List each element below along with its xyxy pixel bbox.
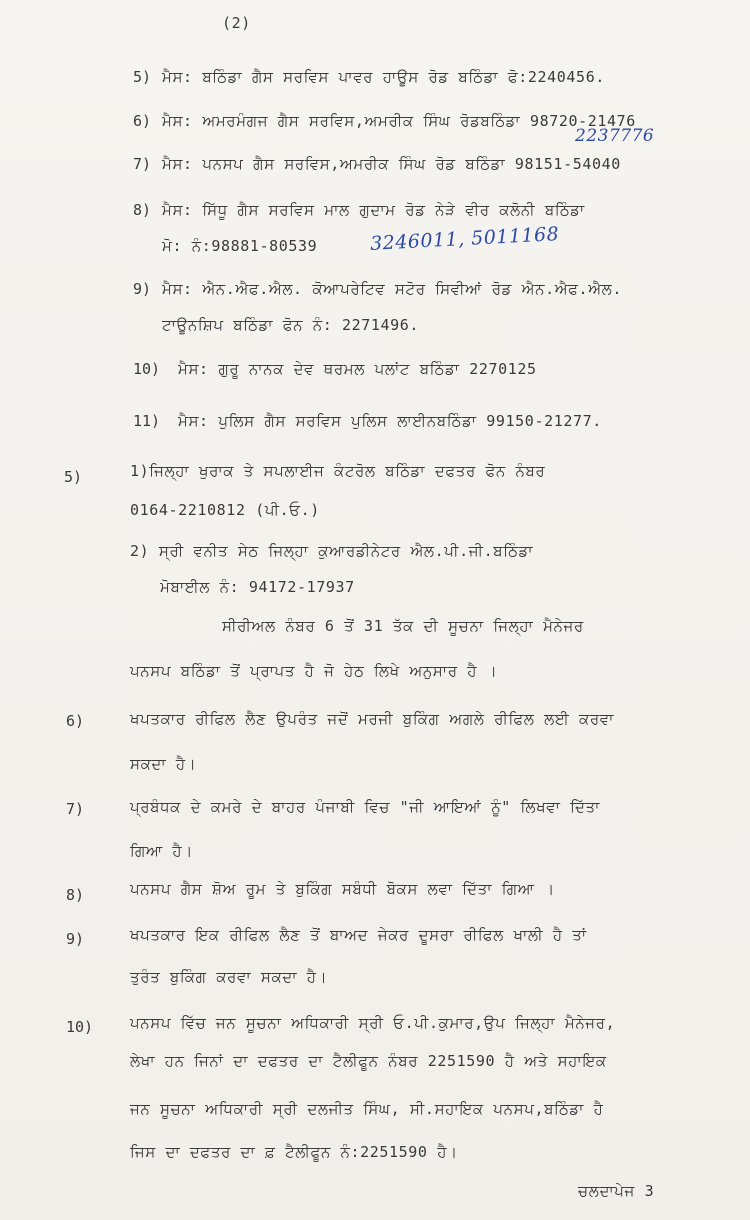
point-number: 10) [66, 1018, 94, 1036]
list-number: 8) [133, 201, 152, 219]
intro-line: ਪਨਸਪ ਬਠਿੰਡਾ ਤੋਂ ਪ੍ਰਾਪਤ ਹੈ ਜੋ ਹੇਠ ਲਿਖੇ ਅਨੁਸਾਰ ਹੈ । [130, 662, 498, 680]
list-number: 11) [133, 412, 161, 430]
point-line: ਸਕਦਾ ਹੈ। [130, 755, 197, 773]
list-number: 5) [133, 68, 152, 86]
point-number: 6) [66, 712, 85, 730]
section-line: 2) ਸ੍ਰੀ ਵਨੀਤ ਸੇਠ ਜਿਲ੍ਹਾ ਕੁਆਰਡੀਨੇਟਰ ਐਲ.ਪੀ.ਜੀ.ਬਠਿੰਡਾ [130, 542, 534, 560]
section-line: ਮੋਬਾਈਲ ਨੰ: 94172-17937 [160, 578, 355, 596]
handwritten-note: 2237776 [575, 126, 655, 146]
list-number: 10) [133, 360, 161, 378]
list-item: ਮੈਸ: ਪਨਸਪ ਗੈਸ ਸਰਵਿਸ,ਅਮਰੀਕ ਸਿੰਘ ਰੋਡ ਬਠਿੰਡਾ 98151-54040 [162, 155, 621, 173]
point-line: ਗਿਆ ਹੈ। [130, 842, 193, 860]
point-line: ਜਿਸ ਦਾ ਦਫਤਰ ਦਾ ਫ਼ ਟੈਲੀਫੂਨ ਨੰ:2251590 ਹੈ। [130, 1143, 458, 1161]
continued-footer: ਚਲਦਾਪੇਜ 3 [578, 1182, 655, 1200]
page-label: (2) [222, 14, 251, 32]
point-number: 9) [66, 930, 85, 948]
point-line: ਖਪਤਕਾਰ ਇਕ ਰੀਫਿਲ ਲੈਣ ਤੋਂ ਬਾਅਦ ਜੇਕਰ ਦੂਸਰਾ ਰੀਫਿਲ ਖਾਲੀ ਹੈ ਤਾਂ [130, 926, 587, 944]
list-item: ਮੈਸ: ਬਠਿੰਡਾ ਗੈਸ ਸਰਵਿਸ ਪਾਵਰ ਹਾਊਸ ਰੋਡ ਬਠਿੰਡਾ ਫੋ:2240456. [162, 68, 605, 86]
section-line: 0164-2210812 (ਪੀ.ਓ.) [130, 501, 320, 519]
point-line: ਪ੍ਰਬੰਧਕ ਦੇ ਕਮਰੇ ਦੇ ਬਾਹਰ ਪੰਜਾਬੀ ਵਿਚ "ਜੀ ਆਇਆਂ ਨੂੰ" ਲਿਖਵਾ ਦਿੱਤਾ [130, 798, 600, 816]
list-item: ਮੈਸ: ਗੁਰੂ ਨਾਨਕ ਦੇਵ ਥਰਮਲ ਪਲਾਂਟ ਬਠਿੰਡਾ 2270125 [178, 360, 537, 378]
point-number: 8) [66, 886, 85, 904]
point-line: ਲੇਖਾ ਹਨ ਜਿਨਾਂ ਦਾ ਦਫਤਰ ਦਾ ਟੈਲੀਫੂਨ ਨੰਬਰ 2251590 ਹੈ ਅਤੇ ਸਹਾਇਕ [130, 1052, 607, 1070]
list-item: ਮੈਸ: ਸਿੱਧੂ ਗੈਸ ਸਰਵਿਸ ਮਾਲ ਗੁਦਾਮ ਰੋਡ ਨੇੜੇ ਵੀਰ ਕਲੋਨੀ ਬਠਿੰਡਾ [162, 201, 585, 219]
section-number: 5) [64, 468, 83, 486]
section-line: 1)ਜਿਲ੍ਹਾ ਖੁਰਾਕ ਤੇ ਸਪਲਾਈਜ ਕੰਟਰੋਲ ਬਠਿੰਡਾ ਦਫਤਰ ਫੋਨ ਨੰਬਰ [130, 462, 546, 480]
intro-line: ਸੀਰੀਅਲ ਨੰਬਰ 6 ਤੋਂ 31 ਤੱਕ ਦੀ ਸੂਚਨਾ ਜਿਲ੍ਹਾ ਮੈਨੇਜਰ [222, 617, 584, 635]
list-item: ਮੈਸ: ਐਨ.ਐਫ.ਐਲ. ਕੋਆਪਰੇਟਿਵ ਸਟੋਰ ਸਿਵੀਆਂ ਰੋਡ ਐਨ.ਐਫ.ਐਲ. [162, 280, 623, 298]
point-line: ਜਨ ਸੂਚਨਾ ਅਧਿਕਾਰੀ ਸ੍ਰੀ ਦਲਜੀਤ ਸਿੰਘ, ਸੀ.ਸਹਾਇਕ ਪਨਸਪ,ਬਠਿੰਡਾ ਹੈ [130, 1100, 604, 1118]
point-line: ਪਨਸਪ ਗੈਸ ਸ਼ੋਅ ਰੂਮ ਤੇ ਬੁਕਿੰਗ ਸਬੰਧੀ ਬੋਕਸ ਲਵਾ ਦਿੱਤਾ ਗਿਆ । [130, 880, 555, 898]
list-item: ਮੈਸ: ਪੁਲਿਸ ਗੈਸ ਸਰਵਿਸ ਪੁਲਿਸ ਲਾਈਨਬਠਿੰਡਾ 99150-21277. [178, 412, 602, 430]
list-item-continued: ਟਾਊਨਸ਼ਿਪ ਬਠਿੰਡਾ ਫੋਨ ਨੰ: 2271496. [162, 316, 420, 334]
point-line: ਤੁਰੰਤ ਬੁਕਿੰਗ ਕਰਵਾ ਸਕਦਾ ਹੈ। [130, 968, 328, 986]
list-number: 7) [133, 155, 152, 173]
list-number: 9) [133, 280, 152, 298]
point-number: 7) [66, 800, 85, 818]
point-line: ਪਨਸਪ ਵਿੱਚ ਜਨ ਸੂਚਨਾ ਅਧਿਕਾਰੀ ਸ੍ਰੀ ਓ.ਪੀ.ਕੁਮਾਰ,ਉਪ ਜਿਲ੍ਹਾ ਮੈਨੇਜਰ, [130, 1014, 616, 1032]
list-item: ਮੈਸ: ਅਮਰਮੰਗਜ ਗੈਸ ਸਰਵਿਸ,ਅਮਰੀਕ ਸਿੰਘ ਰੋਡਬਠਿੰਡਾ 98720-21476 [162, 112, 636, 130]
point-line: ਖਪਤਕਾਰ ਰੀਫਿਲ ਲੈਣ ਉਪਰੰਤ ਜਦੋਂ ਮਰਜੀ ਬੁਕਿੰਗ ਅਗਲੇ ਰੀਫਿਲ ਲਈ ਕਰਵਾ [130, 710, 615, 728]
list-item-continued: ਮੋ: ਨੰ:98881-80539 [162, 237, 318, 255]
list-number: 6) [133, 112, 152, 130]
handwritten-note: 3246011, 5011168 [369, 223, 560, 255]
